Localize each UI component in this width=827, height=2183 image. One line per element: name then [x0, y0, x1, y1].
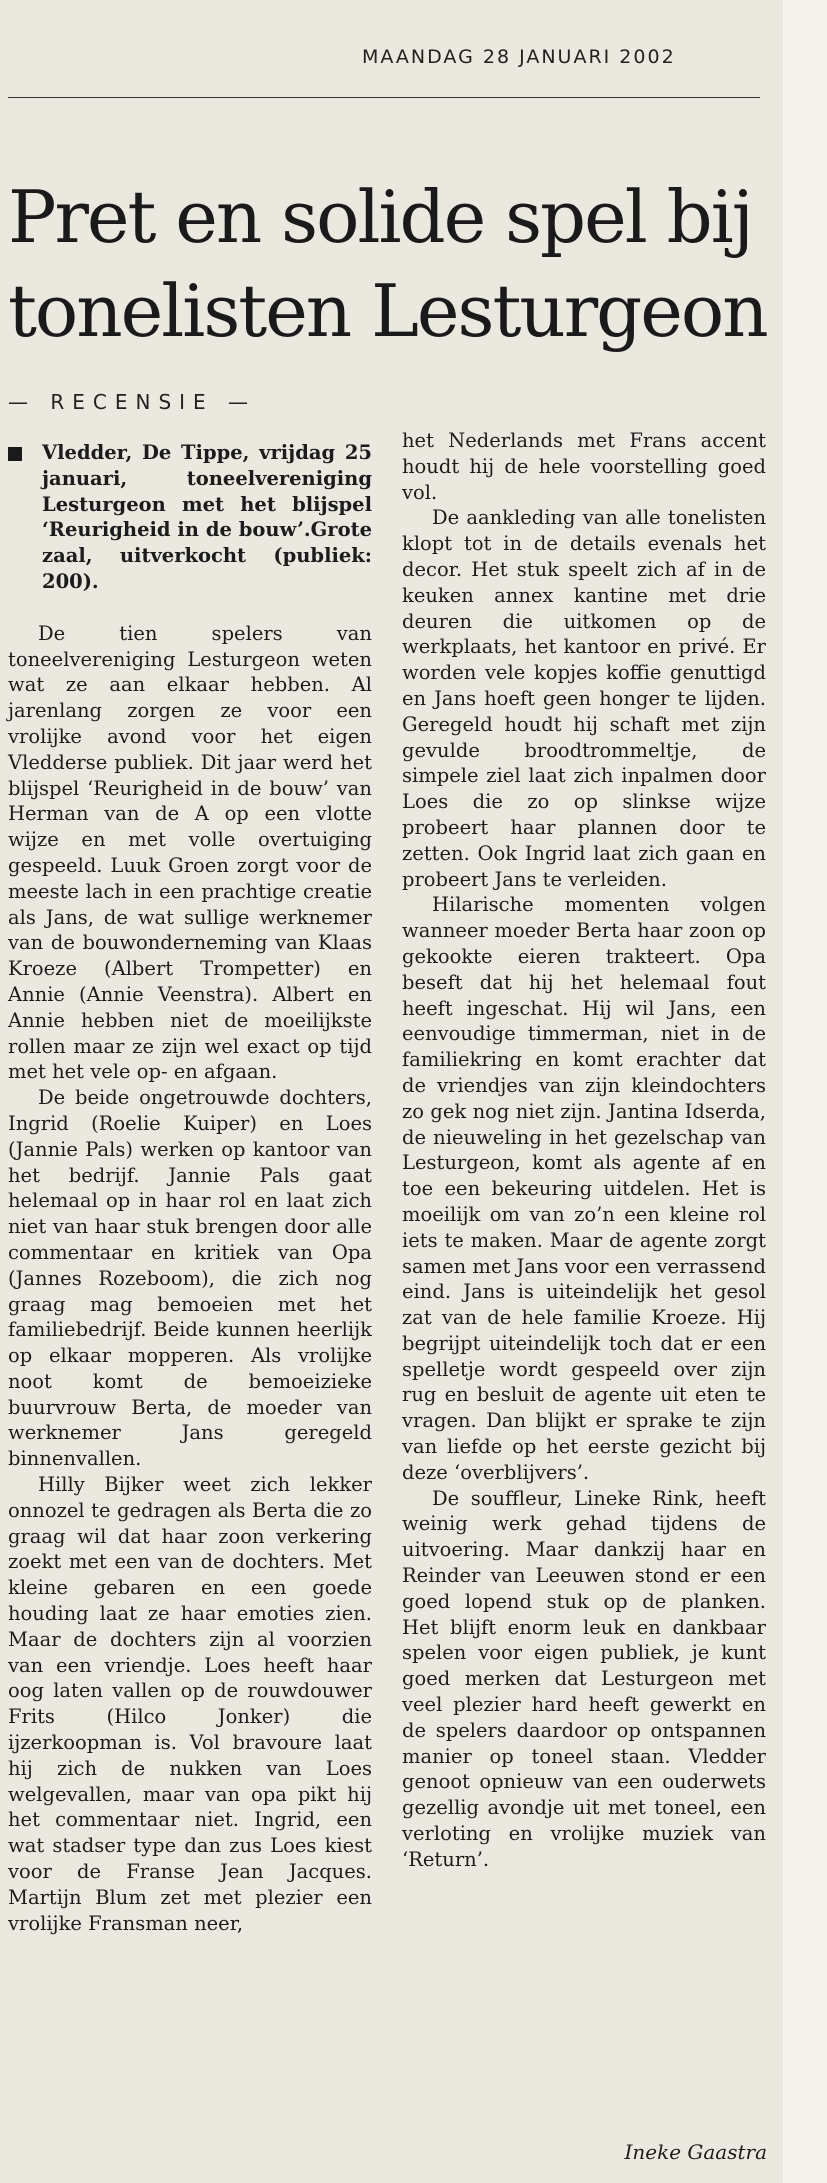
headline-line-2: tonelisten Lesturgeon: [8, 269, 767, 353]
paragraph: De souffleur, Lineke Rink, heeft weinig werk gehad tijdens de uitvoering. Maar dankzij haar en Reinder van Leeuwen stond er een goed lopend stuk op de planken. Het blijft enorm leuk en dankbaar spelen voor eigen publiek, je kunt goed merken dat Lesturgeon met veel plezier hard heeft gewerkt en de spelers daardoor op ontspannen manier op toneel staan. Vledder genoot opnieuw van een ouderwets gezellig avondje uit met toneel, een verloting en vrolijke muziek van ‘Return’.: [402, 1486, 766, 1871]
header-rule: [8, 97, 760, 98]
author-signature: Ineke Gaastra: [624, 2140, 767, 2164]
paragraph: Hilly Bijker weet zich lekker onnozel te gedragen als Berta die zo graag wil dat haar zoon verkering zoekt met een van de dochters. Met kleine gebaren en een goede houding laat ze haar emoties zien. Maar de dochters zijn al voorzien van een vriendje. Loes heeft haar oog laten vallen op de rouwdouwer Frits (Hilco Jonker) die ijzerkoopman is. Vol bravoure laat hij zich de nukken van Loes welgevallen, maar van opa pikt hij het commentaar niet. Ingrid, een wat stadser type dan zus Loes kiest voor de Franse Jean Jacques. Martijn Blum zet met plezier een vrolijke Fransman neer,: [8, 1473, 372, 1935]
article-column-left: [8, 440, 372, 1936]
headline: [8, 170, 778, 358]
headline-line-1: Pret en solide spel bij: [8, 175, 753, 259]
dateline: MAANDAG 28 JANUARI 2002: [362, 46, 676, 68]
page-margin: [783, 0, 827, 2183]
paragraph: De tien spelers van toneelvereniging Lesturgeon weten wat ze aan elkaar hebben. Al jarenlang zorgen ze voor een vrolijke avond voor het eigen Vledderse publiek. Dit jaar werd het blijspel ‘Reurigheid in de bouw’ van Herman van de A op een vlotte wijze en met volle overtuiging gespeeld. Luuk Groen zorgt voor de meeste lach in een prachtige creatie als Jans, de wat sullige werknemer van de bouwonderneming van Klaas Kroeze (Albert Trompetter) en Annie (Annie Veenstra). Albert en Annie hebben niet de moeilijkste rollen maar ze zijn wel exact op tijd met het vele op- en afgaan.: [8, 621, 372, 1084]
paragraph: De aankleding van alle tonelisten klopt tot in de details evenals het decor. Het stuk speelt zich af in de keuken annex kantine met drie deuren die uitkomen op de werkplaats, het kantoor en privé. Er worden vele kopjes koffie genuttigd en Jans hoeft geen honger te lijden. Geregeld houdt hij schaft met zijn gevulde broodtrommeltje, de simpele ziel laat zich inpalmen door Loes die zo op slinkse wijze probeert haar plannen door te zetten. Ook Ingrid laat zich gaan en probeert Jans te verleiden.: [402, 506, 766, 891]
article-column-right: [402, 428, 766, 1873]
paragraph: De beide ongetrouwde dochters, Ingrid (Roelie Kuiper) en Loes (Jannie Pals) werken op kantoor van het bedrijf. Jannie Pals gaat helemaal op in haar rol en laat zich niet van haar stuk brengen door alle commentaar en kritiek van Opa (Jannes Rozeboom), die zich nog graag mag bemoeien met het familiebedrijf. Beide kunnen heerlijk op elkaar mopperen. Als vrolijke noot komt de bemoeizieke buurvrouw Berta, de moeder van werknemer Jans geregeld binnenvallen.: [8, 1086, 372, 1471]
article-intro: Vledder, De Tippe, vrijdag 25 januari, toneelvereniging Lesturgeon met het blijspel ‘Reurigheid in de bouw’.Grote zaal, uitverkocht (publiek: 200).: [42, 441, 372, 593]
section-kicker: — RECENSIE —: [8, 390, 257, 414]
paragraph: Hilarische momenten volgen wanneer moeder Berta haar zoon op gekookte eieren trakteert. Opa beseft dat hij het helemaal fout heeft ingeschat. Hij wil Jans, een eenvoudige timmerman, niet in de familiekring en komt erachter dat de vriendjes van zijn kleindochters zo gek nog niet zijn. Jantina Idserda, de nieuweling in het gezelschap van Lesturgeon, komt als agente af en toe een bekeuring uitdelen. Het is moeilijk om van zo’n een kleine rol iets te maken. Maar de agente zorgt samen met Jans voor een verrassend eind. Jans is uiteindelijk het gesol zat van de hele familie Kroeze. Hij begrijpt uiteindelijk toch dat er een spelletje wordt gespeeld over zijn rug en besluit de agente uit eten te vragen. Dan blijkt er sprake te zijn van liefde op het eerste gezicht bij deze ‘overblijvers’.: [402, 893, 766, 1484]
paragraph: het Nederlands met Frans accent houdt hij de hele voorstelling goed vol.: [402, 429, 766, 504]
